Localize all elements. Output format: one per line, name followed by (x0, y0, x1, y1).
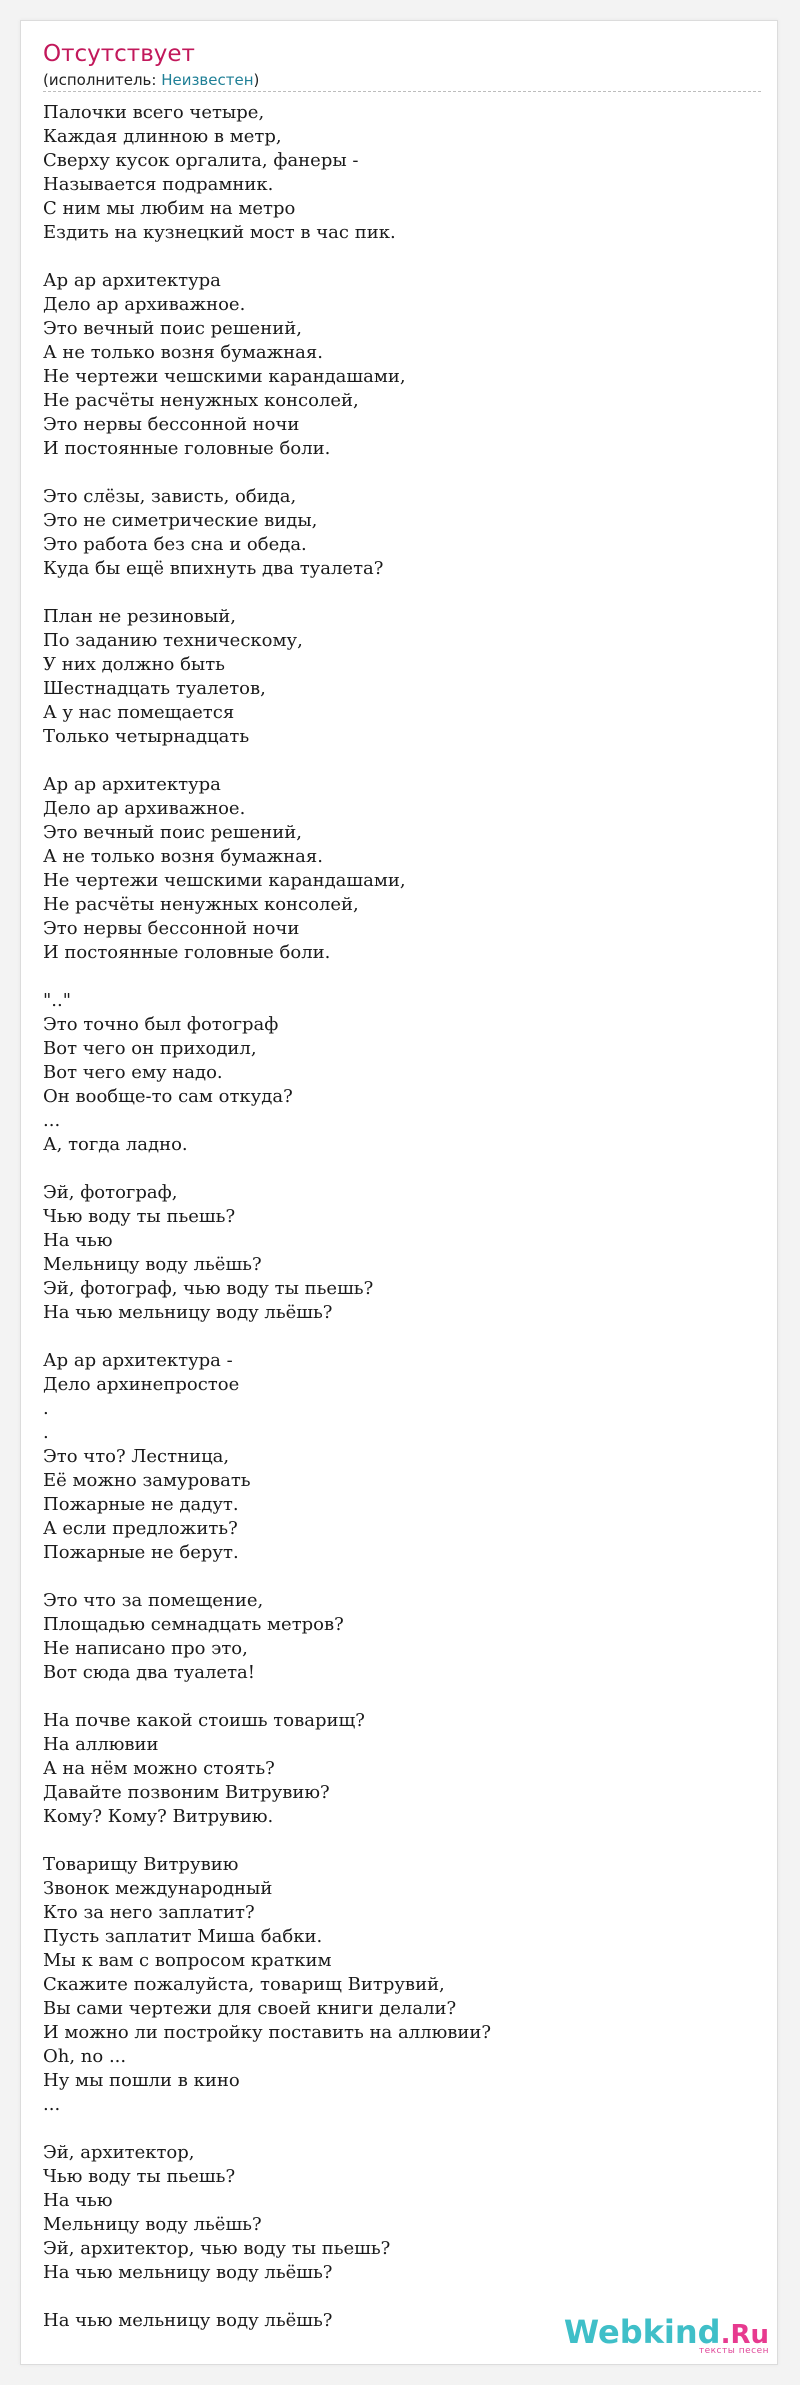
artist-prefix: (исполнитель: (43, 71, 162, 89)
logo-tagline: тексты песен (698, 2346, 769, 2356)
lyrics-card (20, 20, 778, 2365)
artist-line (43, 71, 259, 89)
webkind-logo[interactable] (563, 2313, 769, 2356)
artist-suffix: ) (253, 71, 260, 89)
song-title: Отсутствует (43, 41, 195, 67)
title-divider (43, 91, 761, 92)
logo-web-text: Webkind (563, 2313, 721, 2351)
logo-ru-text: .Ru (720, 2320, 769, 2350)
lyrics-text: Палочки всего четыре, Каждая длинною в метр, Сверху кусок оргалита, фанеры - Называется подрамник. С ним мы любим на метро Ездить на кузнецкий мост в час пик. Ар ар архитектура Дело ар архиважное. Это вечный поис решений, А не только возня бумажная. Не чертежи чешскими карандашами, Не расчёты ненужных консолей, Это нервы бессонной ночи И постоянные головные боли. Это слёзы, зависть, обида, Это не симетрические виды, Это работа без сна и обеда. Куда бы ещё впихнуть два туалета? План не резиновый, По заданию техническому, У них должно быть Шестнадцать туалетов, А у нас помещается Только четырнадцать Ар ар архитектура Дело ар архиважное. Это вечный поис решений, А не только возня бумажная. Не чертежи чешскими карандашами, Не расчёты ненужных консолей, Это нервы бессонной ночи И постоянные головные боли. ".." Это точно был фотограф Вот чего он приходил, Вот чего ему надо. Он вообще-то сам откуда? ... А, тогда ладно. Эй, фотограф, Чью воду ты пьешь? На чью Мельницу воду льёшь? Эй, фотограф, чью воду ты пьешь? На чью мельницу воду льёшь? Ар ар архитектура - Дело архинепростое . . Это что? Лестница, Её можно замуровать Пожарные не дадут. А если предложить? Пожарные не берут. Это что за помещение, Площадью семнадцать метров? Не написано про это, Вот сюда два туалета! На почве какой стоишь товарищ? На аллювии А на нём можно стоять? Давайте позвоним Витрувию? Кому? Кому? Витрувию. Товарищу Витрувию Звонок международный Кто за него заплатит? Пусть заплатит Миша бабки. Мы к вам с вопросом кратким Скажите пожалуйста, товарищ Витрувий, Вы сами чертежи для своей книги делали? И можно ли постройку поставить на аллювии? Oh, no ... Ну мы пошли в кино ... Эй, архитектор, Чью воду ты пьешь? На чью Мельницу воду льёшь? Эй, архитектор, чью воду ты пьешь? На чью мельницу воду льёшь? На чью мельницу воду льёшь? (43, 102, 492, 2331)
artist-link[interactable]: Неизвестен (161, 71, 254, 89)
